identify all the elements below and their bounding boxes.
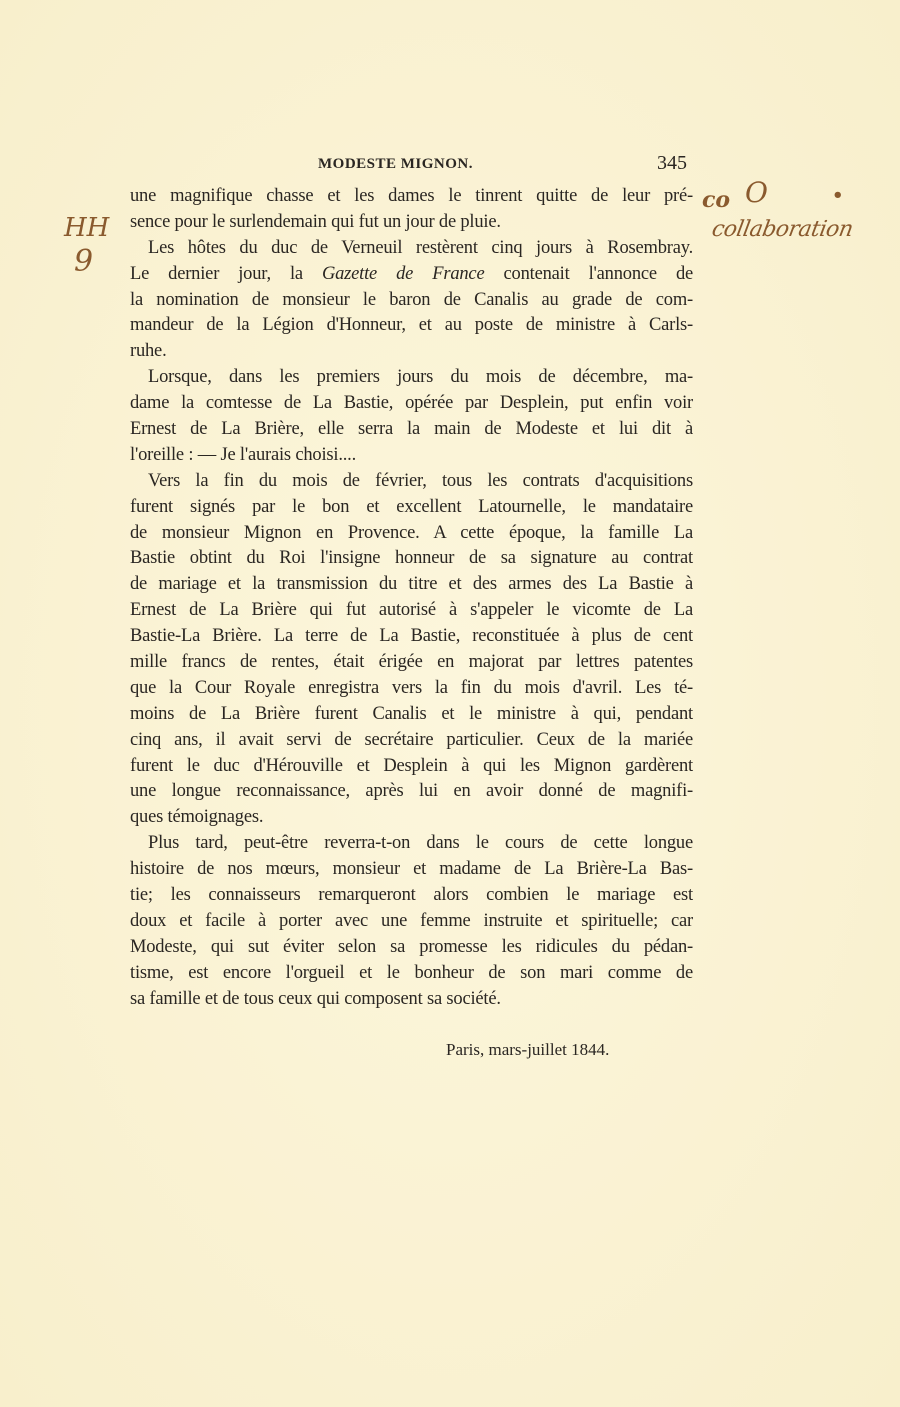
handwritten-annotation-collaboration: collaboration [709,217,855,242]
text-line: Bastie-La Brière. La terre de La Bastie, reconstituée à plus de cent [130,626,693,647]
text-line: doux et facile à porter avec une femme instruite et spirituelle; car [130,910,693,931]
text-line: sence pour le surlendemain qui fut un jour de pluie. [130,211,501,232]
text-line: Modeste, qui sut éviter selon sa promesse les ridicules du pédan- [130,936,693,957]
signoff-place-date: Paris, mars-juillet 1844. [446,1040,610,1059]
text-line: de monsieur Mignon en Provence. A cette époque, la famille La [130,522,693,543]
text-line: tie; les connaisseurs remarqueront alors combien le mariage est [130,885,693,906]
text-line: Bastie obtint du Roi l'insigne honneur de sa signature au contrat [130,548,693,569]
text-run: Le dernier jour, la [130,263,322,284]
text-line: l'oreille : — Je l'aurais choisi.... [130,444,357,465]
text-line: Ernest de La Brière, elle serra la main de Modeste et lui dit à [130,419,693,440]
handwritten-annotation-o: O [745,176,768,209]
text-line: la nomination de monsieur le baron de Canalis au grade de com- [130,289,693,310]
text-line: que la Cour Royale enregistra vers la fin du mois d'avril. Les té- [130,677,693,698]
text-line: Ernest de La Brière qui fut autorisé à s'appeler le vicomte de La [130,600,693,621]
text-line: dame la comtesse de La Bastie, opérée par Desplein, put enfin voir [130,393,693,414]
text-line: Les hôtes du duc de Verneuil restèrent cinq jours à Rosembray. [148,237,693,258]
text-line: de mariage et la transmission du titre et des armes des La Bastie à [130,574,693,595]
text-line: mille francs de rentes, était érigée en majorat par lettres patentes [130,652,693,673]
text-line: tisme, est encore l'orgueil et le bonheur de son mari comme de [130,962,693,983]
text-run: contenait l'annonce de [484,263,694,284]
text-line: Vers la fin du mois de février, tous les contrats d'acquisitions [148,470,693,491]
text-line: Plus tard, peut-être reverra-t-on dans le cours de cette longue [148,833,693,854]
text-line: une longue reconnaissance, après lui en avoir donné de magnifi- [130,781,693,802]
handwritten-annotation-left-bottom: 9 [74,244,94,279]
body-text [130,184,693,1013]
text-line: furent signés par le bon et excellent Latournelle, le mandataire [130,496,693,517]
page-number: 345 [657,152,687,174]
text-line: histoire de nos mœurs, monsieur et madame de La Brière-La Bas- [130,859,693,880]
text-line: ruhe. [130,341,167,362]
text-line: sa famille et de tous ceux qui composent sa société. [130,988,501,1009]
text-line: mandeur de la Légion d'Honneur, et au poste de ministre à Carls- [130,315,693,336]
text-line: ques témoignages. [130,807,264,828]
text-line: une magnifique chasse et les dames le tinrent quitte de leur pré- [130,186,693,206]
handwritten-annotation-left-top: HH [64,213,110,243]
italic-title: Gazette de France [321,263,485,284]
running-title: MODESTE MIGNON. [318,156,474,172]
handwritten-dot: • [832,185,844,206]
text-line: Lorsque, dans les premiers jours du mois de décembre, ma- [148,367,693,388]
text-line [130,262,693,288]
text-line: moins de La Brière furent Canalis et le ministre à qui, pendant [130,703,693,724]
text-line: cinq ans, il avait servi de secrétaire particulier. Ceux de la mariée [130,729,693,750]
handwritten-circled-mark: co [702,187,731,213]
text-line: furent le duc d'Hérouville et Desplein à qui les Mignon gardèrent [130,755,693,776]
